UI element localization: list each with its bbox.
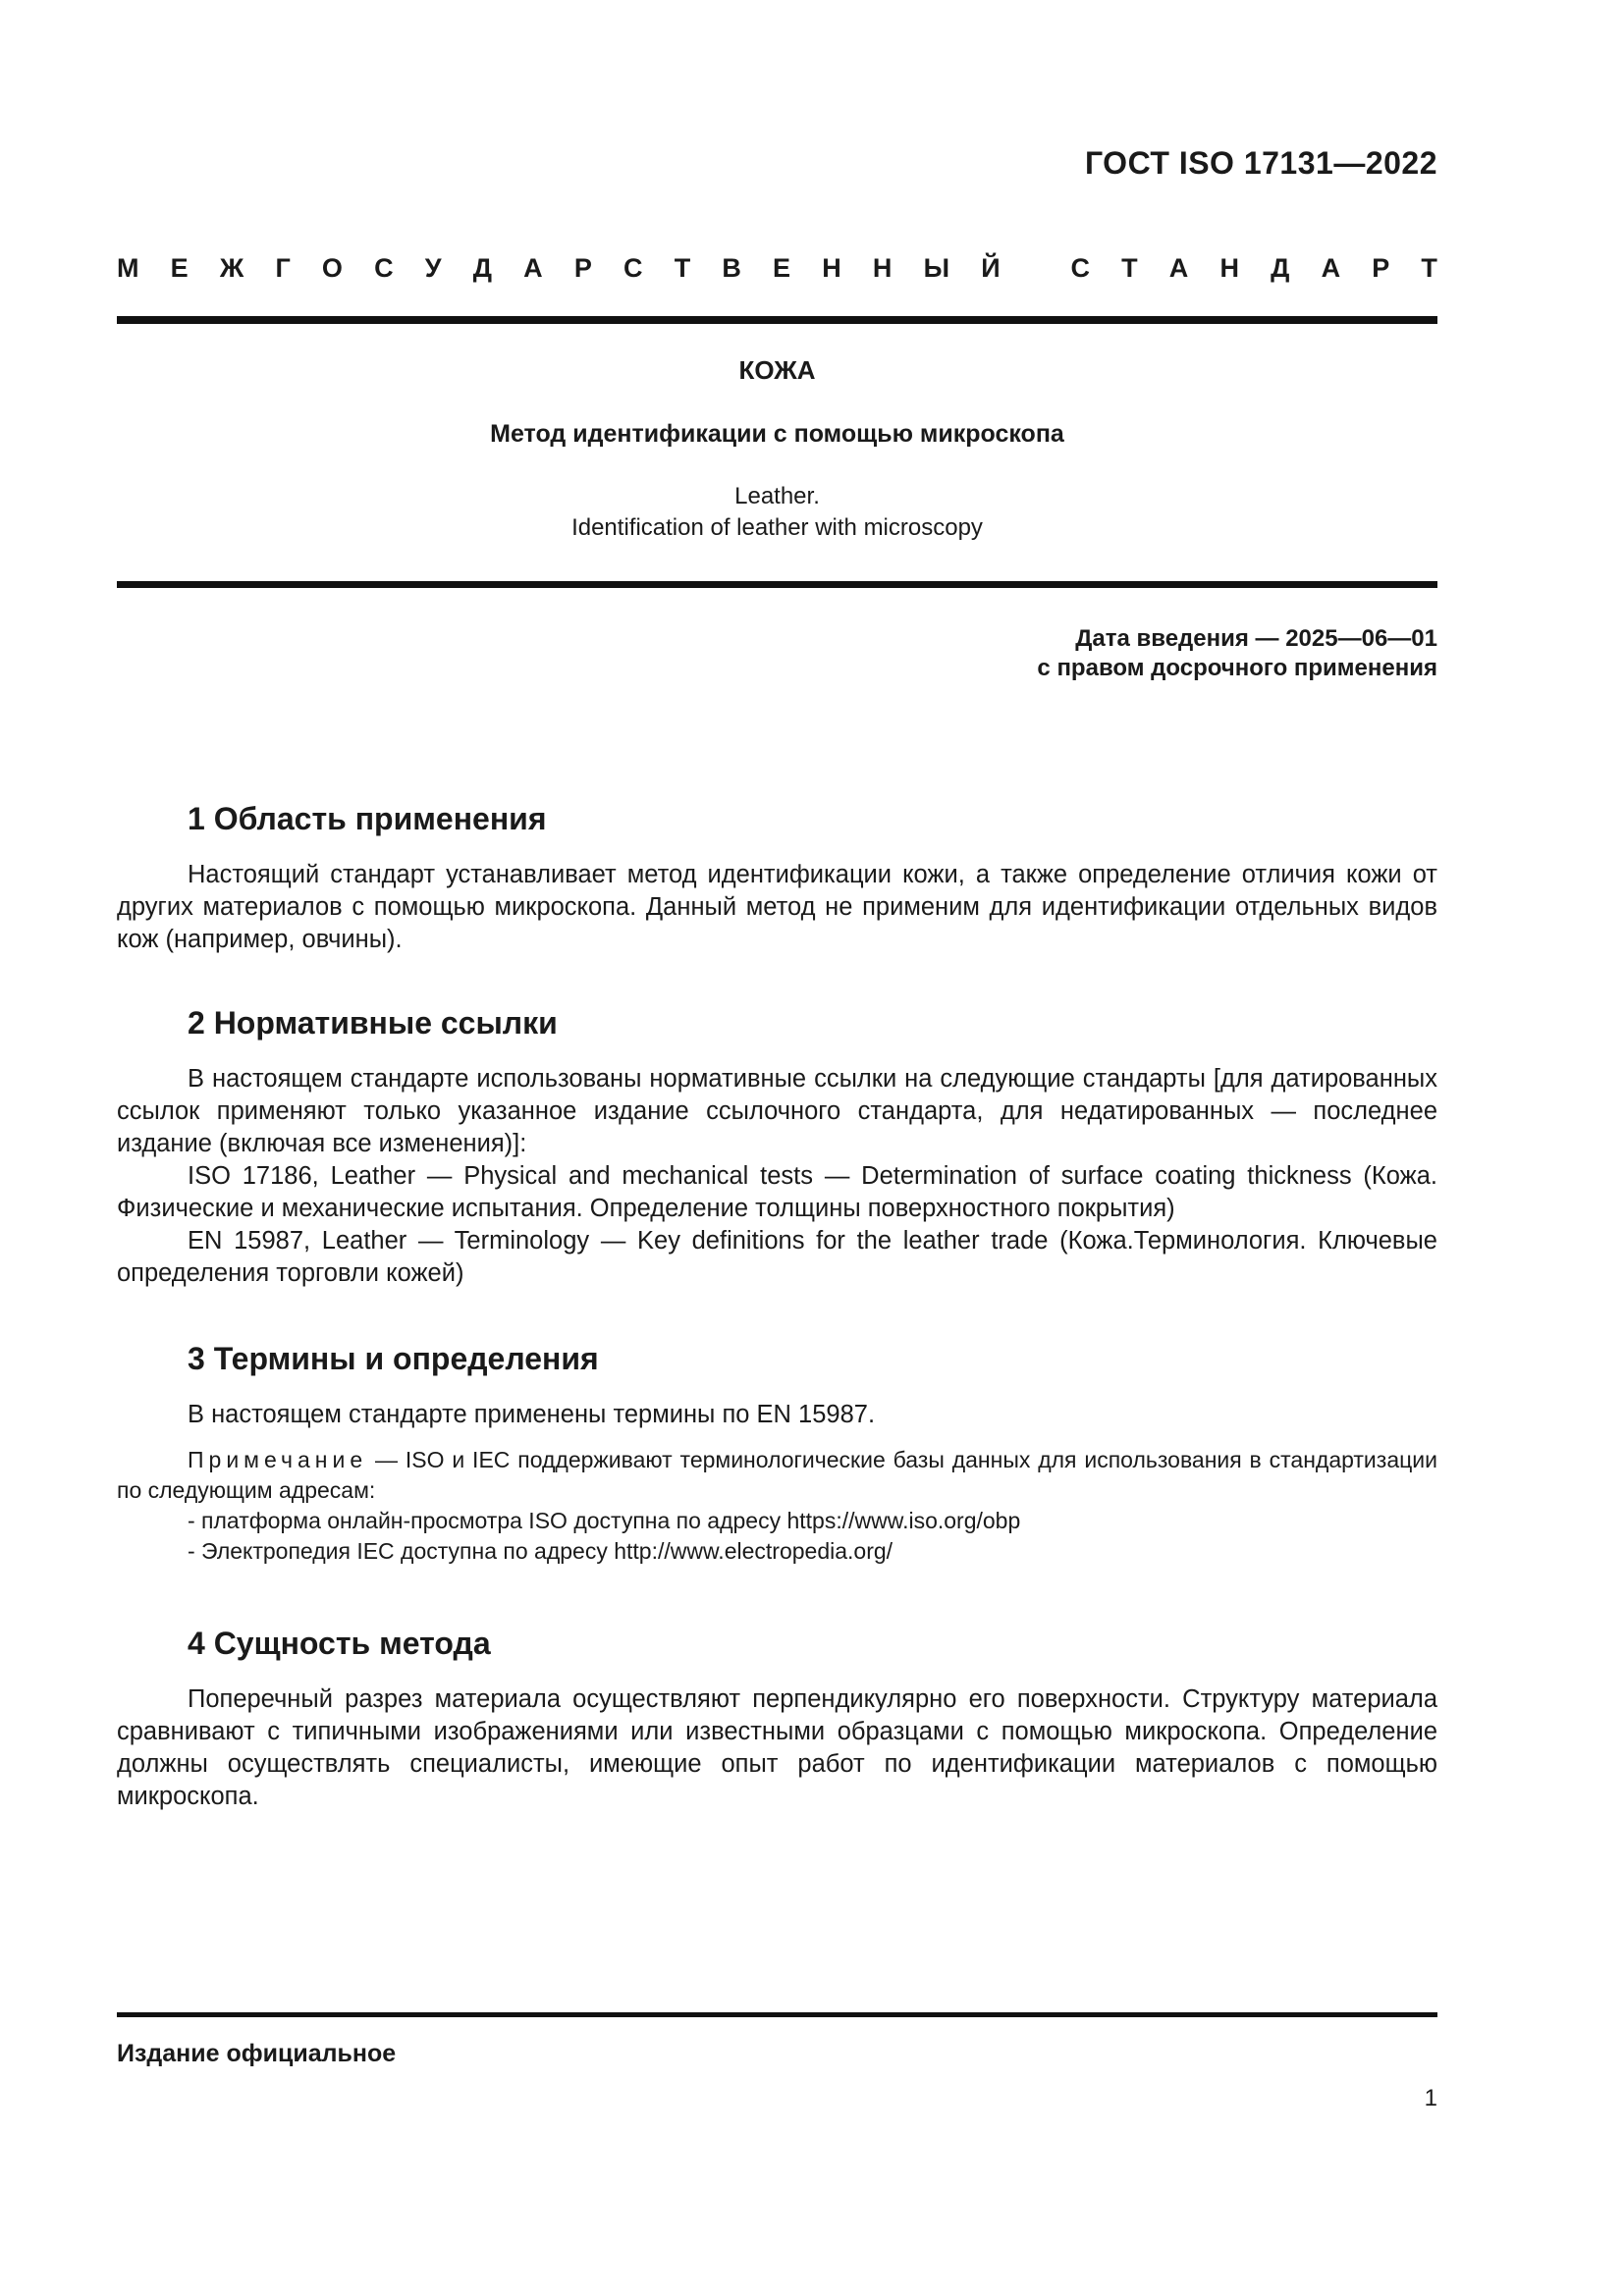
section-heading: 3 Термины и определения [188,1341,599,1376]
section-method-principle [117,1626,1437,1813]
section-heading: 1 Область применения [188,801,547,836]
banner-letter: Т [1421,253,1437,283]
banner-letter: Й [981,253,1001,283]
banner-letter: Ы [923,253,950,283]
early-application-line: с правом досрочного применения [1037,655,1437,681]
introduction-date-line: Дата введения — 2025—06—01 [1075,625,1437,652]
paragraph: В настоящем стандарте использованы нормативные ссылки на следующие стандарты [для датированных ссылок применяют только указанное издание ссылочного стандарта, для недатированных — последнее издание (включая все изменения)]: [117,1065,1437,1157]
title-en-line2: Identification of leather with microscopy [571,514,983,541]
section-heading: 2 Нормативные ссылки [188,1005,558,1041]
paragraph: Настоящий стандарт устанавливает метод идентификации кожи, а также определение отличия кожи от других материалов с помощью микроскопа. Данный метод не применим для идентификации отдельных видов кож (например, овчины). [117,861,1437,953]
note [117,1445,1437,1506]
section-scope [117,801,1437,956]
official-edition-label: Издание официальное [117,2040,397,2067]
title-ru: КОЖА [738,355,816,385]
introduction-date [1037,624,1437,683]
banner-letter: Р [573,253,592,283]
title-en [117,481,1437,544]
reference-iso-17186: ISO 17186, Leather — Physical and mechanical tests — Determination of surface coating thickness (Кожа. Физические и механические испытания. Определение толщины поверхностного покрытия) [117,1162,1437,1222]
banner-letter: Н [872,253,893,283]
banner-letter: Н [1219,253,1239,283]
banner-letter: Е [773,253,791,283]
banner-gap [1032,253,1040,284]
title-en-line1: Leather. [734,483,820,509]
reference-en-15987: EN 15987, Leather — Terminology — Key definitions for the leather trade (Кожа.Терминология. Ключевые определения торговли кожей) [117,1227,1437,1287]
paragraph: Поперечный разрез материала осуществляют перпендикулярно его поверхности. Структуру материала сравнивают с типичными изображениями или известными образцами с помощью микроскопа. Определение должны осуществлять специалисты, имеющие опыт работ по идентификации материалов с помощью микроскопа. [117,1685,1437,1810]
section-terms-definitions [117,1341,1437,1567]
banner-letter: Д [1271,253,1290,283]
banner-letter: У [424,253,442,283]
top-divider [117,316,1437,324]
section-heading: 4 Сущность метода [188,1626,491,1661]
banner-letter: М [117,253,139,283]
banner-letter: Т [1121,253,1138,283]
banner-letter: Т [674,253,691,283]
document-code: ГОСТ ISO 17131—2022 [1084,145,1437,181]
banner-letter: Р [1372,253,1390,283]
banner-letter: С [1070,253,1090,283]
standard-banner [117,253,1437,284]
note-text: — ISO и IEC поддерживают терминологические базы данных для использования в стандартизации по следующим адресам: [117,1447,1437,1503]
banner-letter: С [623,253,643,283]
banner-letter: С [374,253,394,283]
note-item: - Электропедия IEC доступна по адресу http://www.electropedia.org/ [188,1538,893,1564]
banner-letter: Ж [219,253,244,283]
page-number: 1 [1424,2085,1437,2111]
banner-letter: А [1168,253,1189,283]
subtitle-ru: Метод идентификации с помощью микроскопа [490,420,1064,448]
note-label: Примечание [188,1447,368,1472]
title-divider [117,581,1437,588]
section-normative-references [117,1005,1437,1290]
banner-letter: Г [275,253,291,283]
footer-divider [117,2012,1437,2017]
banner-letter: Д [472,253,492,283]
note-item: - платформа онлайн-просмотра ISO доступна по адресу https://www.iso.org/obp [188,1508,1021,1533]
banner-letter: Н [822,253,841,283]
banner-letter: А [1321,253,1341,283]
banner-letter: В [722,253,741,283]
paragraph: В настоящем стандарте применены термины по EN 15987. [188,1401,876,1428]
banner-letter: А [523,253,543,283]
banner-letter: О [321,253,343,283]
banner-letter: Е [170,253,189,283]
